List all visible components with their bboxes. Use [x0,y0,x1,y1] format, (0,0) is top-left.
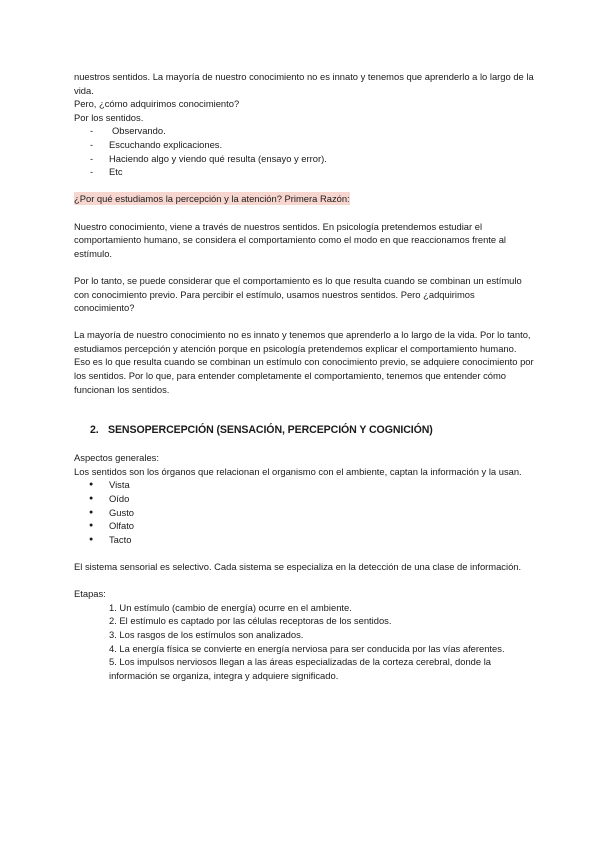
stages-label: Etapas: [74,588,106,600]
list-item: - Observando. [74,124,534,138]
intro-paragraph: nuestros sentidos. La mayoría de nuestro conocimiento no es innato y tenemos que aprenderlo a lo largo de la vida. [74,71,534,96]
intro-question: Pero, ¿cómo adquirimos conocimiento? [74,98,240,110]
reason-paragraph-1: Nuestro conocimiento, viene a través de nuestros sentidos. En psicología pretendemos estudiar el comportamiento humano, se considera el comportamiento como el modo en que reaccionamos frente al estímulo. [74,220,507,259]
list-item: ● Vista [74,478,534,492]
section-heading [74,423,534,437]
selective-paragraph: El sistema sensorial es selectivo. Cada sistema se especializa en la detección de una clase de información. [74,561,522,572]
list-item: ● Oído [74,492,534,506]
list-item: 2. El estímulo es captado por las células receptoras de los sentidos. [109,615,392,627]
list-item: - Escuchando explicaciones. [74,138,534,152]
methods-list [74,124,534,178]
list-item: - Haciendo algo y viendo qué resulta (ensayo y error). [74,152,534,166]
list-item: ● Tacto [74,533,534,547]
list-item: 5. Los impulsos nerviosos llegan a las áreas especializadas de la corteza cerebral, donde la información se organiza, integra y adquiere significado. [109,656,491,681]
section-number: 2. [90,424,99,437]
list-item: 1. Un estímulo (cambio de energía) ocurre en el ambiente. [109,601,352,613]
highlighted-reason-title: ¿Por qué estudiamos la percepción y la atención? Primera Razón: [74,193,350,205]
by-senses-text: Por los sentidos. [74,111,144,123]
page-content [74,70,534,682]
list-item: 4. La energía física se convierte en energía nerviosa para ser conducida por las vías aferentes. [109,642,505,654]
list-item: ● Olfato [74,519,534,533]
reason-paragraph-3: La mayoría de nuestro conocimiento no es innato y tenemos que aprenderlo a lo largo de la vida. Por lo tanto, estudiamos percepción y atención porque en psicología pretendemos explicar el comportamiento humano. Eso es lo que resulta cuando se combinan un estímulo con conocimiento previo, se adquiere conocimiento por los sentidos. Por lo que, para entender completamente el comportamiento, tenemos que entender cómo funcionan los sentidos. [74,329,534,395]
aspects-label: Aspectos generales: [74,452,159,464]
aspects-text: Los sentidos son los órganos que relacionan el organismo con el ambiente, captan la información y la usan. [74,465,522,477]
list-item: - Etc [74,165,534,179]
senses-list [74,478,534,546]
section-title: SENSOPERCEPCIÓN (SENSACIÓN, PERCEPCIÓN Y COGNICIÓN) [108,424,433,437]
reason-paragraph-2: Por lo tanto, se puede considerar que el comportamiento es lo que resulta cuando se combinan un estímulo con conocimiento previo. Para percibir el estímulo, usamos nuestros sentidos. Pero ¿adquirimos conocimiento? [74,274,522,314]
list-item: 3. Los rasgos de los estímulos son analizados. [109,628,304,640]
stages-list [74,601,534,683]
list-item: ● Gusto [74,506,534,520]
